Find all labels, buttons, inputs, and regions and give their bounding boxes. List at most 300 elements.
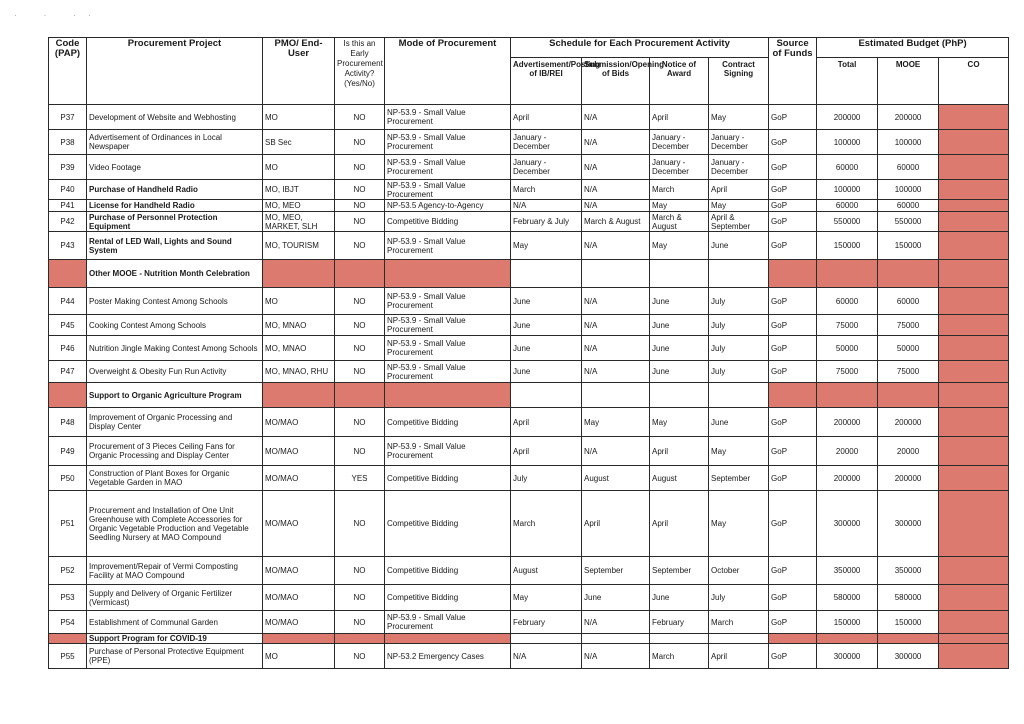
submission-cell: August [582,466,650,491]
total-cell: 200000 [817,105,878,130]
table-row [49,288,1009,315]
source-cell: GoP [769,611,817,634]
contract-cell: April & September [709,212,769,232]
contract-cell: May [709,105,769,130]
project-cell: Procurement and Installation of One Unit Greenhouse with Complete Accessories for Organic Vegetable Production and Vegetable Seedling Nursery at MAO Compound [87,491,263,557]
mooe-cell: 350000 [878,557,939,585]
total-cell: 150000 [817,232,878,260]
table-row [49,408,1009,437]
section-early-cell [335,260,385,288]
pmo-cell: MO/MAO [263,491,335,557]
submission-cell: N/A [582,232,650,260]
scan-specks: · · ·· [14,10,103,20]
section-pmo-cell [263,634,335,644]
early-cell: NO [335,155,385,180]
total-cell: 60000 [817,155,878,180]
total-cell: 75000 [817,315,878,336]
submission-cell: N/A [582,644,650,669]
total-cell: 300000 [817,644,878,669]
mooe-cell: 300000 [878,491,939,557]
section-source-cell [769,260,817,288]
total-cell: 550000 [817,212,878,232]
advert-cell: June [511,336,582,361]
submission-cell: June [582,585,650,611]
advert-cell: N/A [511,644,582,669]
contract-cell: April [709,180,769,200]
early-cell: NO [335,408,385,437]
source-cell: GoP [769,437,817,466]
notice-cell: June [650,288,709,315]
contract-cell: January - December [709,155,769,180]
source-cell: GoP [769,315,817,336]
pmo-cell: MO/MAO [263,408,335,437]
co-cell [939,105,1009,130]
notice-cell: March & August [650,212,709,232]
section-row [49,634,1009,644]
header-project: Procurement Project [87,38,263,105]
header-advert: Advertisement/Posting of IB/REI [511,58,582,105]
pmo-cell: MO, IBJT [263,180,335,200]
pmo-cell: MO [263,105,335,130]
table-row [49,585,1009,611]
advert-cell: January - December [511,130,582,155]
advert-cell: June [511,361,582,383]
co-cell [939,557,1009,585]
total-cell: 100000 [817,130,878,155]
total-cell: 300000 [817,491,878,557]
project-cell: Cooking Contest Among Schools [87,315,263,336]
submission-cell: N/A [582,611,650,634]
mode-cell: NP-53.9 - Small Value Procurement [385,611,511,634]
notice-cell: January - December [650,155,709,180]
submission-cell: May [582,408,650,437]
table-row [49,105,1009,130]
section-mooe-cell [878,634,939,644]
submission-cell: N/A [582,361,650,383]
header-row-top [49,38,1009,58]
section-code-cell [49,383,87,408]
table-row [49,212,1009,232]
submission-cell: N/A [582,437,650,466]
source-cell: GoP [769,212,817,232]
total-cell: 200000 [817,408,878,437]
mode-cell: NP-53.2 Emergency Cases [385,644,511,669]
submission-cell: N/A [582,288,650,315]
advert-cell: June [511,315,582,336]
code-cell: P46 [49,336,87,361]
code-cell: P39 [49,155,87,180]
notice-cell: June [650,315,709,336]
mode-cell: NP-53.9 - Small Value Procurement [385,288,511,315]
header-early: Is this an Early Procurement Activity? (Yes/No) [335,38,385,105]
mooe-cell: 550000 [878,212,939,232]
code-cell: P50 [49,466,87,491]
section-row [49,260,1009,288]
mode-cell: Competitive Bidding [385,557,511,585]
mooe-cell: 100000 [878,180,939,200]
submission-cell: N/A [582,105,650,130]
section-total-cell [817,383,878,408]
section-label: Support to Organic Agriculture Program [87,383,263,408]
mooe-cell: 60000 [878,155,939,180]
pmo-cell: MO, MEO [263,200,335,212]
source-cell: GoP [769,200,817,212]
notice-cell: August [650,466,709,491]
section-early-cell [335,634,385,644]
advert-cell: N/A [511,200,582,212]
co-cell [939,466,1009,491]
mode-cell: NP-53.9 - Small Value Procurement [385,180,511,200]
project-cell: Development of Website and Webhosting [87,105,263,130]
code-cell: P51 [49,491,87,557]
total-cell: 100000 [817,180,878,200]
co-cell [939,155,1009,180]
project-cell: Purchase of Personal Protective Equipment (PPE) [87,644,263,669]
mooe-cell: 300000 [878,644,939,669]
section-advert-cell [511,634,582,644]
notice-cell: February [650,611,709,634]
table-row [49,491,1009,557]
contract-cell: July [709,315,769,336]
submission-cell: N/A [582,336,650,361]
section-submission-cell [582,260,650,288]
mooe-cell: 580000 [878,585,939,611]
project-cell: Rental of LED Wall, Lights and Sound System [87,232,263,260]
total-cell: 60000 [817,200,878,212]
section-mode-cell [385,260,511,288]
source-cell: GoP [769,180,817,200]
project-cell: Construction of Plant Boxes for Organic Vegetable Garden in MAO [87,466,263,491]
header-contract: Contract Signing [709,58,769,105]
source-cell: GoP [769,336,817,361]
header-code: Code (PAP) [49,38,87,105]
contract-cell: May [709,437,769,466]
pmo-cell: MO/MAO [263,437,335,466]
co-cell [939,491,1009,557]
table-row [49,557,1009,585]
co-cell [939,644,1009,669]
source-cell: GoP [769,288,817,315]
project-cell: Purchase of Handheld Radio [87,180,263,200]
early-cell: NO [335,200,385,212]
header-co: CO [939,58,1009,105]
code-cell: P38 [49,130,87,155]
section-mode-cell [385,383,511,408]
contract-cell: April [709,644,769,669]
section-mode-cell [385,634,511,644]
advert-cell: February & July [511,212,582,232]
co-cell [939,130,1009,155]
table-row [49,130,1009,155]
code-cell: P49 [49,437,87,466]
project-cell: Nutrition Jingle Making Contest Among Schools [87,336,263,361]
right-edge-strip [1008,37,1024,689]
mode-cell: NP-53.9 - Small Value Procurement [385,155,511,180]
project-cell: Poster Making Contest Among Schools [87,288,263,315]
section-co-cell [939,260,1009,288]
project-cell: Overweight & Obesity Fun Run Activity [87,361,263,383]
contract-cell: July [709,361,769,383]
pmo-cell: MO [263,644,335,669]
pmo-cell: MO, MEO, MARKET, SLH [263,212,335,232]
contract-cell: March [709,611,769,634]
source-cell: GoP [769,105,817,130]
project-cell: License for Handheld Radio [87,200,263,212]
notice-cell: April [650,491,709,557]
mooe-cell: 100000 [878,130,939,155]
mode-cell: NP-53.9 - Small Value Procurement [385,361,511,383]
total-cell: 50000 [817,336,878,361]
mooe-cell: 200000 [878,105,939,130]
source-cell: GoP [769,466,817,491]
header-submission: Submission/Opening of Bids [582,58,650,105]
early-cell: NO [335,644,385,669]
header-mode: Mode of Procurement [385,38,511,105]
total-cell: 350000 [817,557,878,585]
mode-cell: Competitive Bidding [385,466,511,491]
advert-cell: May [511,232,582,260]
mooe-cell: 150000 [878,232,939,260]
mooe-cell: 75000 [878,361,939,383]
pmo-cell: MO/MAO [263,466,335,491]
table-row [49,232,1009,260]
submission-cell: N/A [582,200,650,212]
mode-cell: Competitive Bidding [385,585,511,611]
notice-cell: March [650,180,709,200]
source-cell: GoP [769,557,817,585]
project-cell: Advertisement of Ordinances in Local Newspaper [87,130,263,155]
contract-cell: September [709,466,769,491]
header-budget: Estimated Budget (PhP) [817,38,1009,58]
mooe-cell: 150000 [878,611,939,634]
mooe-cell: 200000 [878,466,939,491]
mode-cell: Competitive Bidding [385,408,511,437]
source-cell: GoP [769,232,817,260]
project-cell: Video Footage [87,155,263,180]
total-cell: 60000 [817,288,878,315]
source-cell: GoP [769,585,817,611]
section-pmo-cell [263,383,335,408]
project-cell: Procurement of 3 Pieces Ceiling Fans for Organic Processing and Display Center [87,437,263,466]
project-cell: Supply and Delivery of Organic Fertilizer (Vermicast) [87,585,263,611]
source-cell: GoP [769,408,817,437]
total-cell: 150000 [817,611,878,634]
code-cell: P43 [49,232,87,260]
notice-cell: March [650,644,709,669]
table-body [49,105,1009,669]
contract-cell: October [709,557,769,585]
section-submission-cell [582,383,650,408]
early-cell: NO [335,212,385,232]
section-label: Other MOOE - Nutrition Month Celebration [87,260,263,288]
section-notice-cell [650,260,709,288]
submission-cell: September [582,557,650,585]
co-cell [939,437,1009,466]
submission-cell: N/A [582,315,650,336]
code-cell: P53 [49,585,87,611]
mooe-cell: 60000 [878,288,939,315]
advert-cell: January - December [511,155,582,180]
table-row [49,644,1009,669]
mode-cell: NP-53.9 - Small Value Procurement [385,130,511,155]
contract-cell: July [709,585,769,611]
contract-cell: June [709,232,769,260]
notice-cell: May [650,232,709,260]
table-row [49,361,1009,383]
section-notice-cell [650,383,709,408]
header-schedule: Schedule for Each Procurement Activity [511,38,769,58]
table-row [49,611,1009,634]
section-mooe-cell [878,260,939,288]
mooe-cell: 60000 [878,200,939,212]
source-cell: GoP [769,491,817,557]
contract-cell: June [709,408,769,437]
procurement-plan-table [48,37,1009,669]
notice-cell: May [650,200,709,212]
submission-cell: April [582,491,650,557]
notice-cell: September [650,557,709,585]
notice-cell: January - December [650,130,709,155]
notice-cell: April [650,437,709,466]
submission-cell: N/A [582,155,650,180]
mooe-cell: 20000 [878,437,939,466]
pmo-cell: MO, MNAO, RHU [263,361,335,383]
mode-cell: Competitive Bidding [385,491,511,557]
notice-cell: May [650,408,709,437]
section-source-cell [769,383,817,408]
mode-cell: NP-53.9 - Small Value Procurement [385,232,511,260]
code-cell: P47 [49,361,87,383]
pmo-cell: SB Sec [263,130,335,155]
table-row [49,437,1009,466]
co-cell [939,232,1009,260]
section-label: Support Program for COVID-19 [87,634,263,644]
total-cell: 200000 [817,466,878,491]
notice-cell: June [650,585,709,611]
project-cell: Purchase of Personnel Protection Equipment [87,212,263,232]
section-contract-cell [709,634,769,644]
code-cell: P41 [49,200,87,212]
early-cell: NO [335,336,385,361]
section-early-cell [335,383,385,408]
pmo-cell: MO [263,155,335,180]
early-cell: NO [335,361,385,383]
section-co-cell [939,383,1009,408]
mooe-cell: 50000 [878,336,939,361]
header-total: Total [817,58,878,105]
mode-cell: NP-53.9 - Small Value Procurement [385,437,511,466]
co-cell [939,200,1009,212]
early-cell: NO [335,180,385,200]
early-cell: NO [335,557,385,585]
pmo-cell: MO, MNAO [263,336,335,361]
co-cell [939,336,1009,361]
early-cell: NO [335,105,385,130]
notice-cell: June [650,361,709,383]
co-cell [939,180,1009,200]
section-co-cell [939,634,1009,644]
project-cell: Improvement/Repair of Vermi Composting Facility at MAO Compound [87,557,263,585]
advert-cell: April [511,437,582,466]
contract-cell: May [709,200,769,212]
section-mooe-cell [878,383,939,408]
mode-cell: Competitive Bidding [385,212,511,232]
section-code-cell [49,260,87,288]
notice-cell: April [650,105,709,130]
pmo-cell: MO, MNAO [263,315,335,336]
pmo-cell: MO, TOURISM [263,232,335,260]
early-cell: NO [335,491,385,557]
early-cell: NO [335,130,385,155]
mode-cell: NP-53.5 Agency-to-Agency [385,200,511,212]
mooe-cell: 75000 [878,315,939,336]
table-row [49,466,1009,491]
section-row [49,383,1009,408]
section-total-cell [817,634,878,644]
co-cell [939,585,1009,611]
advert-cell: April [511,408,582,437]
total-cell: 20000 [817,437,878,466]
code-cell: P52 [49,557,87,585]
advert-cell: March [511,491,582,557]
source-cell: GoP [769,130,817,155]
advert-cell: April [511,105,582,130]
early-cell: NO [335,288,385,315]
section-contract-cell [709,260,769,288]
code-cell: P42 [49,212,87,232]
section-advert-cell [511,383,582,408]
total-cell: 75000 [817,361,878,383]
header-source: Source of Funds [769,38,817,105]
code-cell: P37 [49,105,87,130]
contract-cell: July [709,288,769,315]
section-advert-cell [511,260,582,288]
co-cell [939,288,1009,315]
code-cell: P40 [49,180,87,200]
table-row [49,180,1009,200]
mode-cell: NP-53.9 - Small Value Procurement [385,315,511,336]
co-cell [939,361,1009,383]
advert-cell: July [511,466,582,491]
co-cell [939,408,1009,437]
section-submission-cell [582,634,650,644]
notice-cell: June [650,336,709,361]
section-pmo-cell [263,260,335,288]
pmo-cell: MO [263,288,335,315]
table-row [49,200,1009,212]
source-cell: GoP [769,644,817,669]
early-cell: NO [335,232,385,260]
mooe-cell: 200000 [878,408,939,437]
section-notice-cell [650,634,709,644]
pmo-cell: MO/MAO [263,557,335,585]
mode-cell: NP-53.9 - Small Value Procurement [385,105,511,130]
contract-cell: January - December [709,130,769,155]
section-code-cell [49,634,87,644]
total-cell: 580000 [817,585,878,611]
code-cell: P45 [49,315,87,336]
project-cell: Establishment of Communal Garden [87,611,263,634]
pmo-cell: MO/MAO [263,585,335,611]
submission-cell: N/A [582,130,650,155]
table-row [49,336,1009,361]
co-cell [939,315,1009,336]
header-pmo: PMO/ End-User [263,38,335,105]
contract-cell: July [709,336,769,361]
early-cell: YES [335,466,385,491]
early-cell: NO [335,437,385,466]
header-notice: Notice of Award [650,58,709,105]
